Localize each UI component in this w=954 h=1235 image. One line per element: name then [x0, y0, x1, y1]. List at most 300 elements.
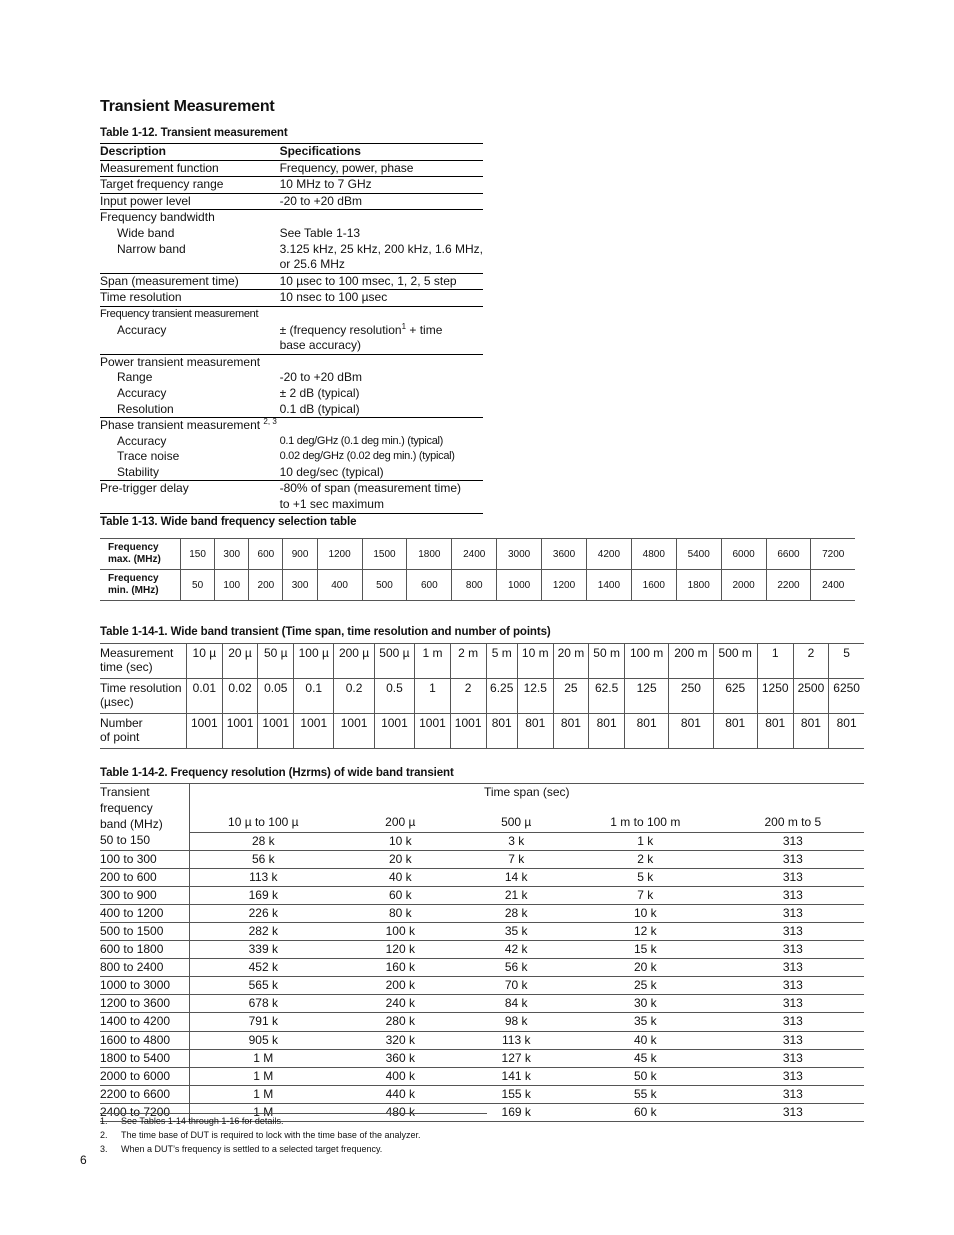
description-cell: [100, 481, 280, 497]
value-cell: 226 k: [189, 904, 337, 922]
description-text: Accuracy: [117, 322, 167, 337]
table-1-13: [100, 538, 855, 601]
description-cell: [100, 402, 280, 418]
description-text: Target frequency range: [100, 177, 224, 192]
value-cell: 801: [624, 714, 668, 749]
table-row: [100, 434, 483, 450]
band-cell: 500 to 1500: [100, 922, 189, 940]
specification-text: 0.1 dB (typical): [279, 401, 360, 416]
band-cell: 1600 to 4800: [100, 1031, 189, 1049]
footnote-divider: [100, 1113, 487, 1114]
value-cell: 1001: [415, 714, 451, 749]
value-cell: 160 k: [337, 959, 463, 977]
value-cell: 320 k: [337, 1031, 463, 1049]
band-cell: 2400 to 7200: [100, 1103, 189, 1121]
table-row: [100, 941, 864, 959]
value-cell: 1 M: [189, 1103, 337, 1121]
description-text: Time resolution: [100, 290, 182, 305]
row-label-line: time (sec): [100, 660, 153, 674]
value-cell: 10 µ: [187, 644, 223, 679]
table-row: [100, 644, 864, 679]
value-cell: 113 k: [189, 868, 337, 886]
description-text: Span (measurement time): [100, 273, 239, 288]
value-cell: 2400: [811, 570, 855, 601]
table-1-12-caption: Table 1-12. Transient measurement: [100, 127, 288, 139]
specification-text: 10 nsec to 100 µsec: [279, 290, 388, 305]
specification-cell: [280, 449, 483, 465]
value-cell: 6.25: [486, 679, 517, 714]
value-cell: 12.5: [517, 679, 553, 714]
value-cell: 35 k: [569, 1013, 722, 1031]
specification-cell: [280, 354, 483, 370]
table-row: [100, 177, 483, 194]
value-cell: 15 k: [569, 941, 722, 959]
specification-cell: [280, 418, 483, 434]
table-row: [100, 323, 483, 339]
value-cell: 282 k: [189, 922, 337, 940]
table-row: [100, 886, 864, 904]
value-cell: 313: [722, 904, 864, 922]
table-row: [100, 290, 483, 307]
band-header-line: band (MHz): [100, 817, 163, 831]
table-row: [100, 338, 483, 354]
table-row: [100, 1085, 864, 1103]
value-cell: 21 k: [464, 886, 569, 904]
value-cell: 100: [215, 570, 249, 601]
specification-text: base accuracy): [279, 338, 361, 353]
specification-text: ± 2 dB (typical): [279, 385, 360, 400]
value-cell: 100 µ: [294, 644, 334, 679]
value-cell: 801: [589, 714, 625, 749]
band-header-line: Transient: [100, 785, 150, 799]
specification-cell: [280, 370, 483, 386]
value-cell: 55 k: [569, 1085, 722, 1103]
description-cell: [100, 193, 280, 210]
table-row: [100, 1031, 864, 1049]
table-row: [100, 418, 483, 434]
value-cell: 20 k: [337, 850, 463, 868]
description-cell: [100, 354, 280, 370]
band-cell: 200 to 600: [100, 868, 189, 886]
description-text: Accuracy: [117, 433, 167, 448]
description-cell: [100, 418, 280, 434]
value-cell: 480 k: [337, 1103, 463, 1121]
table-row: [100, 1049, 864, 1067]
table-row: [100, 868, 864, 886]
value-cell: 313: [722, 1067, 864, 1085]
value-cell: 28 k: [464, 904, 569, 922]
value-cell: 50: [181, 570, 215, 601]
value-cell: 113 k: [464, 1031, 569, 1049]
band-cell: 400 to 1200: [100, 904, 189, 922]
table-1-14-1-caption: Table 1-14-1. Wide band transient (Time span, time resolution and number of points): [100, 626, 551, 638]
column-header: 200 µ: [337, 814, 463, 832]
footnote-2: 2. The time base of DUT is required to lock with the time base of the analyzer.: [100, 1130, 421, 1140]
specification-cell: [280, 257, 483, 273]
value-cell: 50 k: [569, 1067, 722, 1085]
specification-text: 10 µsec to 100 msec, 1, 2, 5 step: [279, 273, 457, 288]
value-cell: 313: [722, 1013, 864, 1031]
row-label-line: (µsec): [100, 695, 134, 709]
value-cell: 1400: [586, 570, 631, 601]
specification-cell: [280, 434, 483, 450]
value-cell: 313: [722, 1031, 864, 1049]
value-cell: 6600: [766, 539, 811, 570]
description-text: Accuracy: [117, 385, 167, 400]
value-cell: 6250: [829, 679, 864, 714]
section-heading: Transient Measurement: [100, 98, 275, 115]
value-cell: 313: [722, 941, 864, 959]
table-1-14-2: [100, 783, 864, 1122]
specification-text: 0.1 deg/GHz (0.1 deg min.) (typical): [279, 434, 444, 447]
specification-cell: [280, 481, 483, 497]
value-cell: 169 k: [189, 886, 337, 904]
value-cell: 791 k: [189, 1013, 337, 1031]
band-header: [100, 784, 189, 833]
value-cell: 1250: [757, 679, 793, 714]
row-label-line: Frequency: [108, 573, 159, 584]
table-row: [100, 1067, 864, 1085]
specification-text: + time: [406, 322, 443, 337]
value-cell: 42 k: [464, 941, 569, 959]
table-row: [100, 354, 483, 370]
table-1-14-2-caption: Table 1-14-2. Frequency resolution (Hzrms) of wide band transient: [100, 767, 454, 779]
value-cell: 1 k: [569, 832, 722, 850]
table-row: [100, 481, 483, 497]
row-label-line: min. (MHz): [108, 585, 159, 596]
row-label-line: of point: [100, 730, 140, 744]
value-cell: 40 k: [337, 868, 463, 886]
table-row: [100, 273, 483, 290]
value-cell: 240 k: [337, 995, 463, 1013]
value-cell: 2400: [452, 539, 497, 570]
value-cell: 801: [829, 714, 864, 749]
value-cell: 60 k: [569, 1103, 722, 1121]
value-cell: 70 k: [464, 977, 569, 995]
row-label-line: Measurement: [100, 646, 174, 660]
value-cell: 905 k: [189, 1031, 337, 1049]
value-cell: 801: [669, 714, 713, 749]
specification-text: to +1 sec maximum: [279, 497, 384, 512]
value-cell: 1001: [222, 714, 258, 749]
specification-cell: [280, 210, 483, 226]
value-cell: 10 m: [517, 644, 553, 679]
value-cell: 150: [181, 539, 215, 570]
value-cell: 313: [722, 995, 864, 1013]
value-cell: 1 M: [189, 1049, 337, 1067]
value-cell: 141 k: [464, 1067, 569, 1085]
value-cell: 200 m: [669, 644, 713, 679]
value-cell: 2: [793, 644, 829, 679]
value-cell: 84 k: [464, 995, 569, 1013]
value-cell: 30 k: [569, 995, 722, 1013]
table-header-row: [100, 814, 864, 832]
value-cell: 565 k: [189, 977, 337, 995]
table-row: [100, 959, 864, 977]
value-cell: 120 k: [337, 941, 463, 959]
specification-cell: [280, 273, 483, 290]
table-row: [100, 679, 864, 714]
value-cell: 1200: [542, 570, 587, 601]
value-cell: 801: [793, 714, 829, 749]
description-text: Range: [117, 370, 153, 385]
band-cell: 300 to 900: [100, 886, 189, 904]
value-cell: 0.01: [187, 679, 223, 714]
value-cell: 313: [722, 922, 864, 940]
table-row: [100, 714, 864, 749]
table-row: [100, 904, 864, 922]
value-cell: 1: [415, 679, 451, 714]
table-row: [100, 226, 483, 242]
description-cell: [100, 290, 280, 307]
value-cell: 56 k: [464, 959, 569, 977]
table-row: [100, 257, 483, 273]
value-cell: 20 m: [553, 644, 589, 679]
specification-text: -20 to +20 dBm: [279, 193, 362, 208]
table-row: [100, 1013, 864, 1031]
value-cell: 1 m: [415, 644, 451, 679]
value-cell: 4200: [586, 539, 631, 570]
value-cell: 12 k: [569, 922, 722, 940]
value-cell: 1500: [362, 539, 407, 570]
value-cell: 1: [757, 644, 793, 679]
band-header-line: frequency: [100, 801, 153, 815]
value-cell: 100 k: [337, 922, 463, 940]
value-cell: 0.05: [258, 679, 294, 714]
header-cell: Description: [100, 144, 280, 161]
value-cell: 1800: [407, 539, 452, 570]
value-cell: 25 k: [569, 977, 722, 995]
value-cell: 313: [722, 1085, 864, 1103]
description-cell: [100, 434, 280, 450]
band-cell: 800 to 2400: [100, 959, 189, 977]
description-text: Frequency bandwidth: [100, 210, 215, 225]
specification-text: 10 MHz to 7 GHz: [279, 177, 372, 192]
value-cell: 7 k: [464, 850, 569, 868]
table-row: [100, 160, 483, 177]
value-cell: 127 k: [464, 1049, 569, 1067]
value-cell: 155 k: [464, 1085, 569, 1103]
band-cell: 1400 to 4200: [100, 1013, 189, 1031]
value-cell: 1000: [497, 570, 542, 601]
description-cell: [100, 177, 280, 194]
description-cell: [100, 257, 280, 273]
value-cell: 5: [829, 644, 864, 679]
value-cell: 20 k: [569, 959, 722, 977]
footnote-3: 3. When a DUT’s frequency is settled to a selected target frequency.: [100, 1144, 383, 1154]
table-row: [100, 995, 864, 1013]
description-cell: [100, 465, 280, 481]
band-cell: 600 to 1800: [100, 941, 189, 959]
description-cell: [100, 323, 280, 339]
value-cell: 300: [215, 539, 249, 570]
value-cell: 801: [517, 714, 553, 749]
description-cell: [100, 242, 280, 258]
description-text: Pre-trigger delay: [100, 481, 189, 496]
value-cell: 200 µ: [334, 644, 374, 679]
table-1-14-1: [100, 643, 864, 749]
specification-text: Frequency, power, phase: [279, 160, 414, 175]
value-cell: 5 k: [569, 868, 722, 886]
description-cell: [100, 210, 280, 226]
description-cell: [100, 226, 280, 242]
description-cell: [100, 386, 280, 402]
value-cell: 3000: [497, 539, 542, 570]
value-cell: 800: [452, 570, 497, 601]
value-cell: 313: [722, 886, 864, 904]
table-row: [100, 193, 483, 210]
value-cell: 1 M: [189, 1085, 337, 1103]
value-cell: 678 k: [189, 995, 337, 1013]
value-cell: 3600: [542, 539, 587, 570]
specification-cell: [280, 290, 483, 307]
description-text: Frequency transient measurement: [100, 307, 259, 320]
description-text: Narrow band: [117, 241, 186, 256]
value-cell: 80 k: [337, 904, 463, 922]
value-cell: 440 k: [337, 1085, 463, 1103]
value-cell: 125: [624, 679, 668, 714]
value-cell: 400: [317, 570, 362, 601]
value-cell: 600: [249, 539, 283, 570]
table-row: [100, 465, 483, 481]
value-cell: 20 µ: [222, 644, 258, 679]
value-cell: 0.02: [222, 679, 258, 714]
value-cell: 40 k: [569, 1031, 722, 1049]
specification-text: ± (frequency resolution: [279, 322, 402, 337]
specification-text: -80% of span (measurement time): [279, 481, 461, 496]
row-label: [100, 539, 181, 570]
row-label-line: Number: [100, 716, 143, 730]
table-row: [100, 539, 855, 570]
table-header-row: [100, 144, 483, 161]
table-row: [100, 497, 483, 513]
band-cell: 2200 to 6600: [100, 1085, 189, 1103]
value-cell: 2200: [766, 570, 811, 601]
value-cell: 1200: [317, 539, 362, 570]
specification-cell: [280, 160, 483, 177]
row-label: [100, 644, 187, 679]
value-cell: 0.1: [294, 679, 334, 714]
footnote-1: 1. See Tables 1-14 through 1-16 for details.: [100, 1116, 284, 1126]
band-cell: 100 to 300: [100, 850, 189, 868]
value-cell: 200: [249, 570, 283, 601]
table-row: [100, 922, 864, 940]
value-cell: 250: [669, 679, 713, 714]
value-cell: 56 k: [189, 850, 337, 868]
specification-text: See Table 1-13: [279, 225, 361, 240]
value-cell: 50 µ: [258, 644, 294, 679]
description-text: Stability: [117, 464, 160, 479]
description-text: Resolution: [117, 401, 174, 416]
value-cell: 100 m: [624, 644, 668, 679]
row-label: [100, 714, 187, 749]
specification-cell: [280, 177, 483, 194]
specification-cell: [280, 306, 483, 322]
value-cell: 1600: [631, 570, 676, 601]
value-cell: 360 k: [337, 1049, 463, 1067]
specification-cell: [280, 226, 483, 242]
band-cell: 1000 to 3000: [100, 977, 189, 995]
footnote-ref: 2, 3: [263, 417, 277, 427]
table-header-row: [100, 784, 864, 815]
band-cell: 2000 to 6000: [100, 1067, 189, 1085]
value-cell: 2000: [721, 570, 766, 601]
description-text: Phase transient measurement: [100, 418, 264, 433]
value-cell: 452 k: [189, 959, 337, 977]
value-cell: 1001: [187, 714, 223, 749]
value-cell: 10 k: [569, 904, 722, 922]
table-1-13-caption: Table 1-13. Wide band frequency selection table: [100, 516, 357, 528]
description-cell: [100, 449, 280, 465]
value-cell: 50 m: [589, 644, 625, 679]
value-cell: 200 k: [337, 977, 463, 995]
value-cell: 1001: [294, 714, 334, 749]
table-row: [100, 570, 855, 601]
column-header: 1 m to 100 m: [569, 814, 722, 832]
value-cell: 0.5: [374, 679, 414, 714]
value-cell: 45 k: [569, 1049, 722, 1067]
value-cell: 313: [722, 850, 864, 868]
table-1-12: [100, 143, 483, 514]
specification-cell: [280, 402, 483, 418]
value-cell: 60 k: [337, 886, 463, 904]
specification-cell: [280, 242, 483, 258]
value-cell: 801: [486, 714, 517, 749]
row-label-line: max. (MHz): [108, 554, 161, 565]
description-cell: [100, 338, 280, 354]
specification-cell: [280, 386, 483, 402]
description-text: Measurement function: [100, 160, 219, 175]
specification-text: 0.02 deg/GHz (0.02 deg min.) (typical): [279, 450, 455, 463]
table-row: [100, 402, 483, 418]
value-cell: 2 m: [450, 644, 486, 679]
table-row: [100, 386, 483, 402]
value-cell: 3 k: [464, 832, 569, 850]
value-cell: 625: [713, 679, 757, 714]
value-cell: 313: [722, 959, 864, 977]
specification-cell: [280, 465, 483, 481]
value-cell: 300: [283, 570, 317, 601]
row-label: [100, 679, 187, 714]
table-row: [100, 210, 483, 226]
value-cell: 2 k: [569, 850, 722, 868]
value-cell: 801: [713, 714, 757, 749]
value-cell: 1 M: [189, 1067, 337, 1085]
table-row: [100, 306, 483, 322]
time-span-header: Time span (sec): [189, 784, 864, 815]
description-cell: [100, 370, 280, 386]
row-label: [100, 570, 181, 601]
footnote-ref: 1: [401, 321, 407, 331]
band-cell: 1200 to 3600: [100, 995, 189, 1013]
value-cell: 28 k: [189, 832, 337, 850]
value-cell: 10 k: [337, 832, 463, 850]
description-cell: [100, 273, 280, 290]
value-cell: 1001: [258, 714, 294, 749]
value-cell: 6000: [721, 539, 766, 570]
specification-text: -20 to +20 dBm: [279, 370, 362, 385]
value-cell: 1001: [374, 714, 414, 749]
value-cell: 500 m: [713, 644, 757, 679]
row-label-line: Frequency: [108, 542, 159, 553]
row-label-line: Time resolution: [100, 681, 182, 695]
value-cell: 0.2: [334, 679, 374, 714]
column-header: 200 m to 5: [722, 814, 864, 832]
value-cell: 313: [722, 832, 864, 850]
value-cell: 313: [722, 868, 864, 886]
specification-cell: [280, 497, 483, 513]
description-text: Input power level: [100, 193, 191, 208]
